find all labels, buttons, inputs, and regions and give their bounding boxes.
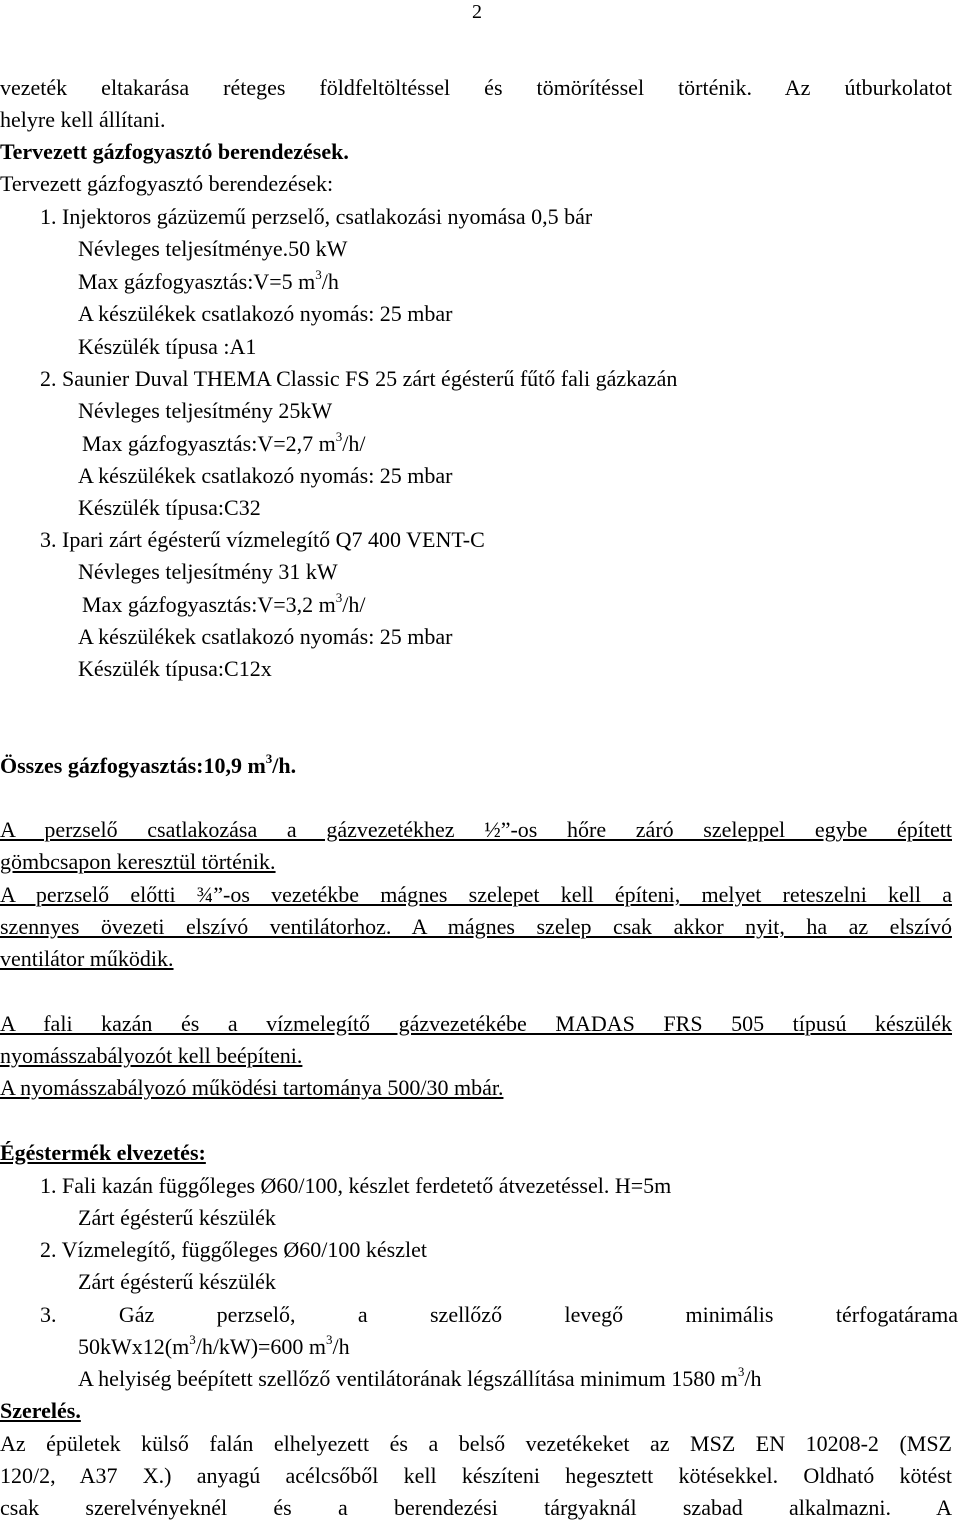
device-title: 2. Saunier Duval THEMA Classic FS 25 zárt égésterű fűtő fali gázkazán bbox=[40, 366, 678, 391]
exhaust-item-note: Zárt égésterű készülék bbox=[78, 1269, 276, 1294]
assembly-line: 120/2, A37 X.) anyagú acélcsőből kell készíteni hegesztett kötésekkel. Oldható kötést bbox=[0, 1463, 952, 1488]
exhaust-item: 3. Gáz perzselő, a szellőző levegő minimális térfogatárama bbox=[40, 1302, 958, 1327]
device-consumption: Max gázfogyasztás:V=2,7 $m^3/h/$ bbox=[82, 428, 366, 456]
exhaust-item: 2. Vízmelegítő, függőleges Ø60/100 készlet bbox=[40, 1237, 427, 1262]
device-consumption: Max gázfogyasztás:V=3,2 $m^3/h/$ bbox=[82, 589, 366, 617]
device-type: Készülék típusa :A1 bbox=[78, 334, 257, 359]
assembly-line: csak szerelvényeknél és a berendezési tárgyaknál szabad alkalmazni. A bbox=[0, 1495, 952, 1520]
assembly-line: Az épületek külső falán elhelyezett és a belső vezetékeket az MSZ EN 10208-2 (MSZ bbox=[0, 1431, 952, 1456]
paragraph-line: nyomásszabályozót kell beépíteni. bbox=[0, 1043, 303, 1068]
total-consumption: Összes gázfogyasztás:10,9 $m^3/h$. bbox=[0, 750, 297, 778]
exhaust-heading: Égéstermék elvezetés: bbox=[0, 1140, 206, 1165]
paragraph-line: A fali kazán és a vízmelegítő gázvezetékébe MADAS FRS 505 típusú készülék bbox=[0, 1011, 952, 1036]
device-pressure: A készülékek csatlakozó nyomás: 25 mbar bbox=[78, 624, 453, 649]
page-number: 2 bbox=[472, 1, 482, 23]
device-type: Készülék típusa:C32 bbox=[78, 495, 261, 520]
device-pressure: A készülékek csatlakozó nyomás: 25 mbar bbox=[78, 463, 453, 488]
paragraph-line: A perzselő csatlakozása a gázvezetékhez ½”-os hőre záró szeleppel egybe épített bbox=[0, 817, 952, 842]
paragraph-line: szennyes övezeti elszívó ventilátorhoz. A mágnes szelep csak akkor nyit, ha az elszívó bbox=[0, 914, 952, 939]
paragraph-line: A nyomásszabályozó működési tartománya 500/30 mbár. bbox=[0, 1075, 504, 1100]
device-power: Névleges teljesítmény 31 kW bbox=[78, 559, 338, 584]
paragraph-line: ventilátor működik. bbox=[0, 946, 174, 971]
assembly-heading: Szerelés. bbox=[0, 1398, 81, 1423]
paragraph-line: A perzselő előtti ¾”-os vezetékbe mágnes szelepet kell építeni, melyet reteszelni kell a bbox=[0, 882, 952, 907]
section-heading-bold: Tervezett gázfogyasztó berendezések. bbox=[0, 139, 349, 164]
device-pressure: A készülékek csatlakozó nyomás: 25 mbar bbox=[78, 301, 453, 326]
device-type: Készülék típusa:C12x bbox=[78, 656, 272, 681]
exhaust-calc: $50kWx12(m^3/h/kW)=600$ $m^3/h$ bbox=[78, 1331, 350, 1359]
paragraph-line: gömbcsapon keresztül történik. bbox=[0, 849, 276, 874]
device-title: 1. Injektoros gázüzemű perzselő, csatlakozási nyomása 0,5 bár bbox=[40, 204, 593, 229]
device-power: Névleges teljesítménye.50 kW bbox=[78, 236, 348, 261]
exhaust-vent: A helyiség beépített szellőző ventilátorának légszállítása minimum 1580 $m^3/h$ bbox=[78, 1363, 762, 1391]
exhaust-item-note: Zárt égésterű készülék bbox=[78, 1205, 276, 1230]
device-title: 3. Ipari zárt égésterű vízmelegítő Q7 400 VENT-C bbox=[40, 527, 485, 552]
intro-line: vezeték eltakarása réteges földfeltöltéssel és tömörítéssel történik. Az útburkolatot bbox=[0, 75, 952, 100]
device-consumption: Max gázfogyasztás:V=5 $m^3/h$ bbox=[78, 266, 339, 294]
device-power: Névleges teljesítmény 25kW bbox=[78, 398, 333, 423]
section-heading: Tervezett gázfogyasztó berendezések: bbox=[0, 171, 334, 196]
exhaust-item: 1. Fali kazán függőleges Ø60/100, készlet ferdetető átvezetéssel. H=5m bbox=[40, 1173, 672, 1198]
intro-line: helyre kell állítani. bbox=[0, 107, 166, 132]
